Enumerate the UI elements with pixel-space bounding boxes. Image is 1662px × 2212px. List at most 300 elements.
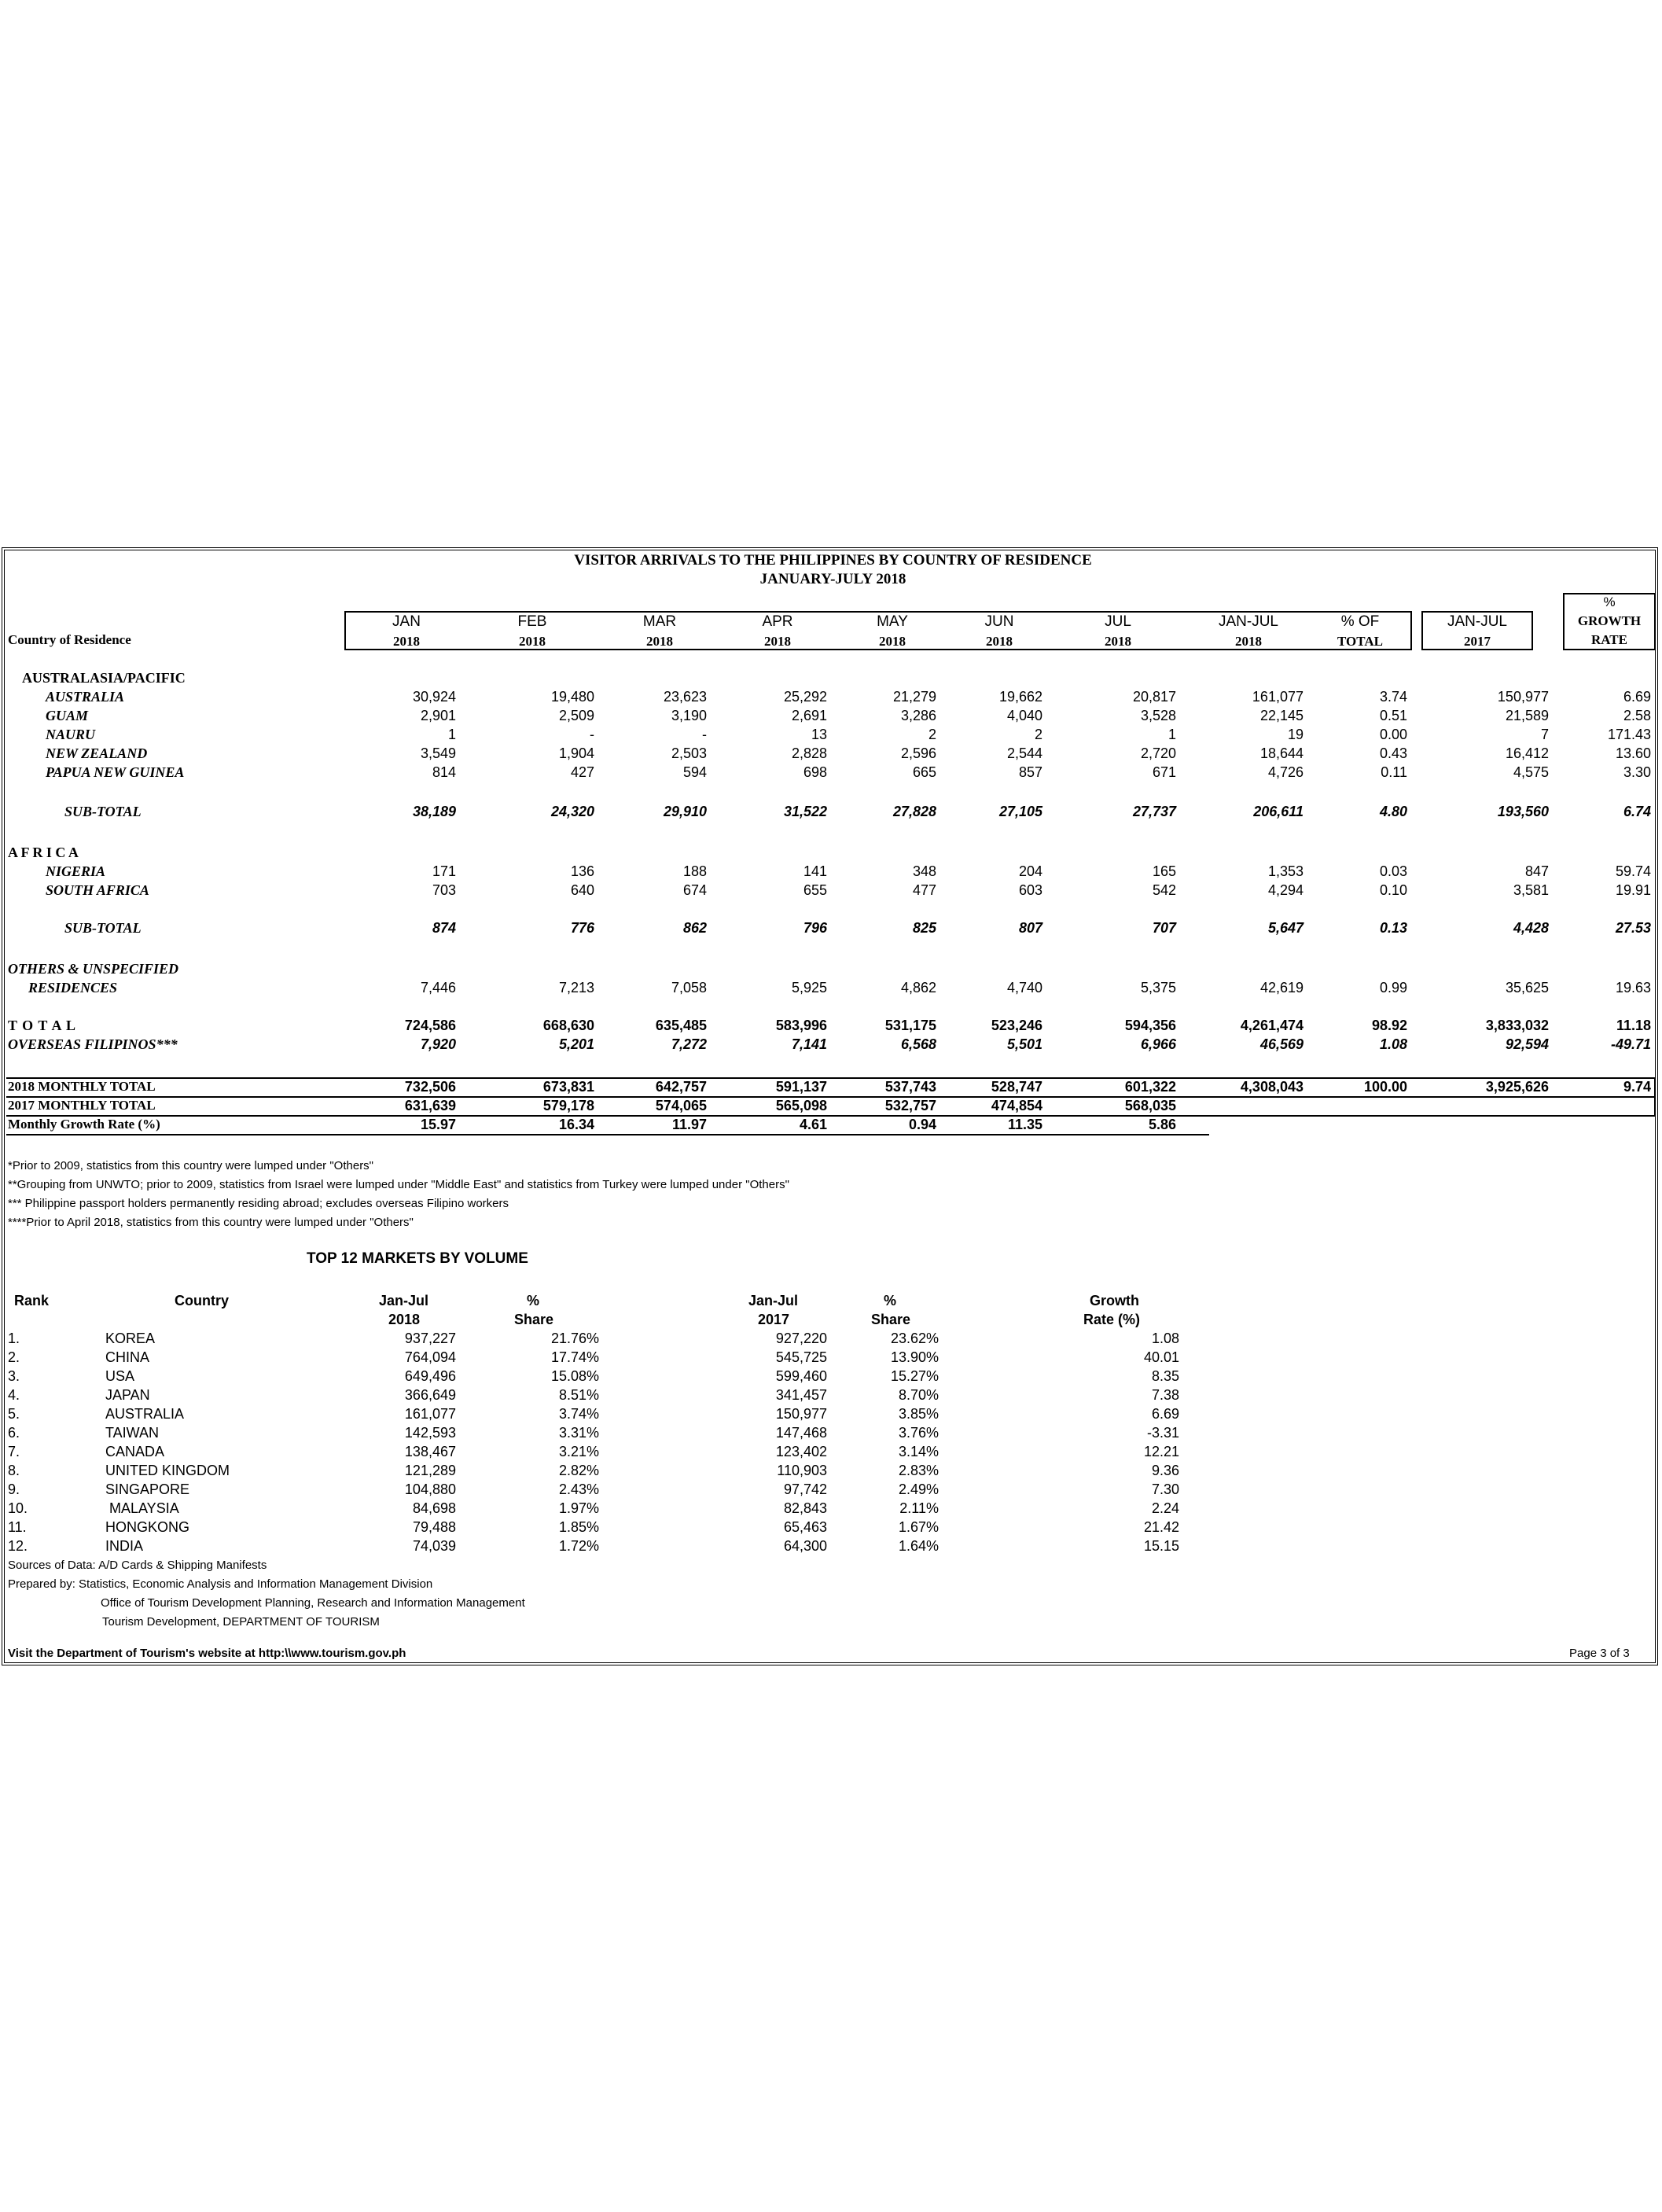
table-cell: 0.13 [1379,920,1407,936]
country-column-header: Country of Residence [8,632,131,647]
monthly-row [5,1098,1656,1117]
report-frame [2,547,1658,1665]
market-v17: 110,903 [777,1463,827,1478]
table-cell: 6,966 [1140,1036,1176,1052]
table-row-sub1 [5,804,1656,823]
market-rank: 9. [8,1481,20,1497]
table-cell: 776 [570,920,594,936]
table-cell: 161,077 [1252,689,1303,705]
table-cell: 7,141 [791,1036,827,1052]
table-row-australia [5,689,1656,708]
table-row-nauru [5,727,1656,745]
top-header-share17: % [884,1293,897,1308]
month-header-7 [1193,613,1303,650]
market-g: 1.08 [1151,1331,1179,1346]
monthly-cell: 16.34 [558,1117,594,1132]
table-cell: 1.08 [1379,1036,1407,1052]
month-header-label: MAY [877,613,908,630]
market-s17: 2.83% [898,1463,939,1478]
monthly-cell: 673,831 [542,1079,594,1095]
table-cell: 2,503 [671,745,707,761]
month-header-8 [1305,613,1415,650]
top-header-country: Country [175,1293,229,1308]
table-cell: 165 [1152,863,1176,879]
table-cell: 2.58 [1623,708,1651,723]
month-header-label: JAN [392,613,421,630]
market-v17: 341,457 [775,1387,827,1403]
monthly-cell: 732,506 [404,1079,456,1095]
market-rank: 4. [8,1387,20,1403]
table-cell: 874 [432,920,456,936]
monthly-cell: 15.97 [420,1117,456,1132]
top-header-jj18-year: 2018 [388,1312,421,1327]
footnote-3: *** Philippine passport holders permanently residing abroad; excludes overseas Filipino workers [8,1197,509,1210]
market-v17: 150,977 [775,1406,827,1422]
market-s18: 1.97% [558,1500,599,1516]
row-label: SUB-TOTAL [64,920,142,936]
market-v17: 82,843 [783,1500,827,1516]
table-cell: 1 [1167,727,1176,742]
table-cell: 724,586 [404,1018,456,1033]
market-v18: 74,039 [412,1538,456,1554]
market-v17: 147,468 [775,1425,827,1441]
market-s17: 23.62% [890,1331,939,1346]
table-cell: 1,904 [558,745,594,761]
table-cell: 825 [912,920,936,936]
table-cell: - [702,727,707,742]
market-s17: 13.90% [890,1349,939,1365]
market-row [5,1331,1656,1349]
table-cell: 4,575 [1513,764,1549,780]
table-cell: 3.30 [1623,764,1651,780]
table-cell: 35,625 [1505,980,1549,996]
table-cell: 2,509 [558,708,594,723]
table-cell: 583,996 [775,1018,827,1033]
market-s18: 2.43% [558,1481,599,1497]
website-link[interactable]: Visit the Department of Tourism's website at http:\\www.tourism.gov.ph [8,1647,406,1660]
growth-header-growth: GROWTH [1577,613,1642,628]
top-header-jj17: Jan-Jul [748,1293,799,1308]
monthly-row-label: 2018 MONTHLY TOTAL [8,1079,156,1094]
table-cell: 847 [1524,863,1549,879]
market-v17: 64,300 [783,1538,827,1554]
market-v17: 927,220 [775,1331,827,1346]
table-cell: 0.99 [1379,980,1407,996]
row-label: SUB-TOTAL [64,804,142,819]
month-header-2 [605,613,715,650]
table-cell: 3,190 [671,708,707,723]
table-cell: 4,294 [1267,882,1303,898]
table-cell: 19.63 [1615,980,1651,996]
market-g: -3.31 [1146,1425,1179,1441]
table-cell: 19,662 [998,689,1042,705]
table-row-newzealand [5,745,1656,764]
row-label: NIGERIA [46,863,106,879]
month-header-year: 2018 [646,634,673,649]
month-header-0 [351,613,461,650]
table-cell: 38,189 [412,804,456,819]
top-header-growth: Growth [1090,1293,1139,1308]
month-header-label: APR [762,613,793,630]
monthly-cell: 579,178 [542,1098,594,1113]
table-cell: 27,828 [892,804,936,819]
table-cell: 603 [1018,882,1042,898]
market-s17: 8.70% [898,1387,939,1403]
monthly-cell: 11.97 [671,1117,707,1132]
month-header-5 [944,613,1054,650]
month-header-3 [723,613,833,650]
table-row-sub2 [5,920,1656,939]
market-g: 9.36 [1151,1463,1179,1478]
growth-header-rate: RATE [1591,632,1627,647]
market-v18: 79,488 [412,1519,456,1535]
market-row [5,1368,1656,1387]
table-cell: 1 [447,727,456,742]
month-header-year: 2018 [879,634,906,649]
market-v18: 764,094 [404,1349,456,1365]
row-label: PAPUA NEW GUINEA [46,764,185,780]
market-g: 7.30 [1151,1481,1179,1497]
table-row-ofw [5,1036,1656,1055]
growth-header-pct: % [1603,594,1616,609]
prepared-by-line1: Prepared by: Statistics, Economic Analysis and Information Management Division [8,1577,433,1591]
monthly-cell: 591,137 [775,1079,827,1095]
table-cell: 668,630 [542,1018,594,1033]
market-g: 8.35 [1151,1368,1179,1384]
table-cell: 5,375 [1140,980,1176,996]
table-cell: 3,581 [1513,882,1549,898]
group-africa: A F R I C A [8,845,79,860]
table-cell: 703 [432,882,456,898]
table-row-guam [5,708,1656,727]
footnote-2: **Grouping from UNWTO; prior to 2009, statistics from Israel were lumped under "Middle East" and statistics from Turkey were lumped under "Others" [8,1178,789,1191]
market-g: 2.24 [1151,1500,1179,1516]
table-cell: 0.11 [1381,764,1407,780]
table-cell: 2,720 [1140,745,1176,761]
table-cell: 1,353 [1267,863,1303,879]
table-cell: 862 [682,920,707,936]
table-cell: 23,623 [663,689,707,705]
market-v17: 65,463 [783,1519,827,1535]
market-row [5,1406,1656,1425]
market-g: 21.42 [1143,1519,1179,1535]
table-cell: 6,568 [900,1036,936,1052]
table-cell: 3,833,032 [1485,1018,1549,1033]
month-header-label: JUL [1105,613,1131,630]
month-header-year: 2018 [764,634,791,649]
table-cell: 150,977 [1497,689,1549,705]
prepared-by-line3: Tourism Development, DEPARTMENT OF TOURISM [102,1615,380,1629]
top-header-share18: % [527,1293,540,1308]
table-cell: 46,569 [1259,1036,1303,1052]
month-header-1 [477,613,587,650]
table-cell: 13 [811,727,827,742]
table-cell: 4,040 [1006,708,1042,723]
market-rank: 7. [8,1444,20,1459]
prepared-by-line2: Office of Tourism Development Planning, Research and Information Management [101,1596,525,1610]
table-cell: 0.51 [1379,708,1407,723]
group-australasia: AUSTRALASIA/PACIFIC [22,670,186,686]
report-subtitle: JANUARY-JULY 2018 [759,571,906,587]
market-s18: 3.31% [558,1425,599,1441]
table-cell: 2 [1034,727,1042,742]
top-markets-title: TOP 12 MARKETS BY VOLUME [307,1250,528,1267]
market-v18: 104,880 [404,1481,456,1497]
table-cell: 24,320 [550,804,594,819]
monthly-row-label: Monthly Growth Rate (%) [8,1117,160,1132]
table-cell: 594 [682,764,707,780]
market-country: CANADA [105,1444,165,1459]
table-row-others [5,980,1656,999]
market-rank: 5. [8,1406,20,1422]
table-cell: 0.10 [1379,882,1407,898]
table-cell: 7,446 [420,980,456,996]
month-header-6 [1063,613,1173,650]
market-v18: 121,289 [404,1463,456,1478]
month-header-year: 2018 [1235,634,1262,649]
table-cell: 0.00 [1379,727,1407,742]
table-cell: 19.91 [1615,882,1651,898]
market-country: CHINA [105,1349,150,1365]
month-header-year: TOTAL [1337,634,1383,649]
market-s18: 3.74% [558,1406,599,1422]
month-header-label: JAN-JUL [1218,613,1278,630]
month-header-label: FEB [517,613,547,630]
month-header-year: 2018 [1105,634,1131,649]
market-s17: 3.85% [898,1406,939,1422]
table-cell: 2,544 [1006,745,1042,761]
row-label: AUSTRALIA [46,689,125,705]
top-header-jj18: Jan-Jul [379,1293,429,1308]
market-v17: 599,460 [775,1368,827,1384]
table-cell: 171.43 [1607,727,1651,742]
market-s17: 3.76% [898,1425,939,1441]
market-rank: 6. [8,1425,20,1441]
table-cell: 2,901 [420,708,456,723]
monthly-cell: 4,308,043 [1240,1079,1303,1095]
table-cell: 5,201 [558,1036,594,1052]
market-rank: 11. [8,1519,27,1535]
table-cell: 4,261,474 [1240,1018,1303,1033]
monthly-cell: 9.74 [1623,1079,1651,1095]
monthly-cell: 5.86 [1148,1117,1176,1132]
month-header-label: JUN [984,613,1014,630]
month-header-label: MAR [642,613,677,630]
table-cell: 7,058 [671,980,707,996]
table-cell: 31,522 [783,804,827,819]
market-s17: 3.14% [898,1444,939,1459]
table-row-png [5,764,1656,783]
market-row [5,1444,1656,1463]
table-cell: 188 [682,863,707,879]
row-label: OVERSEAS FILIPINOS*** [8,1036,178,1052]
market-rank: 1. [8,1331,20,1346]
table-cell: 531,175 [884,1018,936,1033]
table-cell: 707 [1152,920,1176,936]
row-label: T O T A L [8,1018,77,1033]
table-cell: 27,105 [998,804,1042,819]
table-cell: 20,817 [1132,689,1176,705]
table-cell: 204 [1018,863,1042,879]
month-header-year: 2018 [986,634,1013,649]
table-cell: 814 [432,764,456,780]
table-cell: 427 [570,764,594,780]
monthly-cell: 3,925,626 [1485,1079,1549,1095]
market-country: USA [105,1368,135,1384]
table-cell: 92,594 [1505,1036,1549,1052]
market-row [5,1463,1656,1481]
table-cell: 4.80 [1379,804,1407,819]
market-rank: 8. [8,1463,20,1478]
table-cell: 7,272 [671,1036,707,1052]
table-cell: 6.74 [1623,804,1651,819]
sources-text: Sources of Data: A/D Cards & Shipping Manifests [8,1559,267,1572]
table-cell: 29,910 [663,804,707,819]
table-cell: 655 [803,882,827,898]
table-cell: 674 [682,882,707,898]
table-cell: 0.03 [1379,863,1407,879]
market-country: KOREA [105,1331,156,1346]
table-cell: 59.74 [1615,863,1651,879]
market-s17: 2.49% [898,1481,939,1497]
month-header-label: % OF [1340,613,1380,630]
table-cell: 671 [1152,764,1176,780]
market-g: 40.01 [1143,1349,1179,1365]
table-cell: 2,828 [791,745,827,761]
table-cell: 635,485 [655,1018,707,1033]
table-cell: 796 [803,920,827,936]
market-row [5,1538,1656,1557]
table-cell: 698 [803,764,827,780]
market-v18: 366,649 [404,1387,456,1403]
market-row [5,1519,1656,1538]
table-cell: 3,549 [420,745,456,761]
top-header-growth-b: Rate (%) [1083,1312,1141,1327]
table-cell: - [590,727,594,742]
table-cell: 206,611 [1253,804,1303,819]
table-cell: 30,924 [412,689,456,705]
market-row [5,1349,1656,1368]
table-cell: 3,286 [900,708,936,723]
table-cell: 25,292 [783,689,827,705]
month-header-year: 2018 [519,634,546,649]
table-cell: 857 [1018,764,1042,780]
monthly-cell: 642,757 [655,1079,707,1095]
table-cell: 22,145 [1259,708,1303,723]
table-cell: 7,213 [558,980,594,996]
table-cell: 19,480 [550,689,594,705]
table-cell: 136 [570,863,594,879]
market-rank: 3. [8,1368,20,1384]
table-cell: 594,356 [1124,1018,1176,1033]
monthly-row-label: 2017 MONTHLY TOTAL [8,1098,156,1113]
table-cell: 2 [928,727,936,742]
table-cell: 0.43 [1379,745,1407,761]
page-number: Page 3 of 3 [1569,1647,1630,1660]
monthly-cell: 574,065 [655,1098,707,1113]
row-label: NAURU [46,727,96,742]
table-cell: 193,560 [1497,804,1549,819]
market-s18: 17.74% [550,1349,599,1365]
market-s18: 15.08% [550,1368,599,1384]
top-header-rank: Rank [14,1293,50,1308]
table-cell: 11.18 [1616,1018,1651,1033]
monthly-cell: 4.61 [799,1117,827,1132]
monthly-cell: 100.00 [1363,1079,1407,1095]
footnote-1: *Prior to 2009, statistics from this country were lumped under "Others" [8,1159,374,1172]
table-cell: 5,925 [791,980,827,996]
table-cell: 5,647 [1267,920,1303,936]
market-country: INDIA [105,1538,144,1554]
prev-header-year: 2017 [1464,634,1491,649]
monthly-cell: 537,743 [884,1079,936,1095]
market-v18: 937,227 [404,1331,456,1346]
market-s18: 1.72% [558,1538,599,1554]
market-rank: 2. [8,1349,20,1365]
table-cell: 27,737 [1132,804,1176,819]
market-country: UNITED KINGDOM [105,1463,230,1478]
market-row [5,1500,1656,1519]
table-cell: 3,528 [1140,708,1176,723]
monthly-cell: 565,098 [775,1098,827,1113]
market-country: TAIWAN [105,1425,159,1441]
table-cell: 42,619 [1259,980,1303,996]
group-others-line1: OTHERS & UNSPECIFIED [8,961,179,977]
market-g: 7.38 [1151,1387,1179,1403]
table-cell: 27.53 [1615,920,1651,936]
top-header-jj17-year: 2017 [758,1312,790,1327]
market-v18: 142,593 [404,1425,456,1441]
market-g: 12.21 [1143,1444,1179,1459]
table-cell: 807 [1018,920,1042,936]
monthly-cell: 11.35 [1007,1117,1042,1132]
monthly-row [5,1079,1656,1098]
market-s18: 2.82% [558,1463,599,1478]
table-row-southafrica [5,882,1656,901]
table-cell: 4,726 [1267,764,1303,780]
monthly-cell: 568,035 [1124,1098,1176,1113]
market-v17: 545,725 [775,1349,827,1365]
table-cell: 4,740 [1006,980,1042,996]
top-header-share18-b: Share [514,1312,554,1327]
market-rank: 12. [8,1538,28,1554]
market-v17: 123,402 [775,1444,827,1459]
market-s17: 1.64% [898,1538,939,1554]
market-v18: 649,496 [404,1368,456,1384]
monthly-cell: 528,747 [991,1079,1042,1095]
market-s18: 3.21% [558,1444,599,1459]
table-cell: 2,596 [900,745,936,761]
table-cell: 348 [912,863,936,879]
month-header-year: 2018 [393,634,420,649]
table-cell: 98.92 [1371,1018,1407,1033]
month-header-4 [837,613,947,650]
monthly-cell: 0.94 [908,1117,936,1132]
table-cell: 665 [912,764,936,780]
market-v18: 138,467 [404,1444,456,1459]
top-header-share17-b: Share [871,1312,911,1327]
market-country: HONGKONG [105,1519,190,1535]
table-cell: 16,412 [1505,745,1549,761]
group-others-line2: RESIDENCES [28,980,118,996]
market-country: SINGAPORE [105,1481,190,1497]
market-s18: 21.76% [550,1331,599,1346]
market-s18: 1.85% [558,1519,599,1535]
market-row [5,1425,1656,1444]
market-v18: 84,698 [412,1500,456,1516]
table-cell: 18,644 [1259,745,1303,761]
market-v18: 161,077 [404,1406,456,1422]
